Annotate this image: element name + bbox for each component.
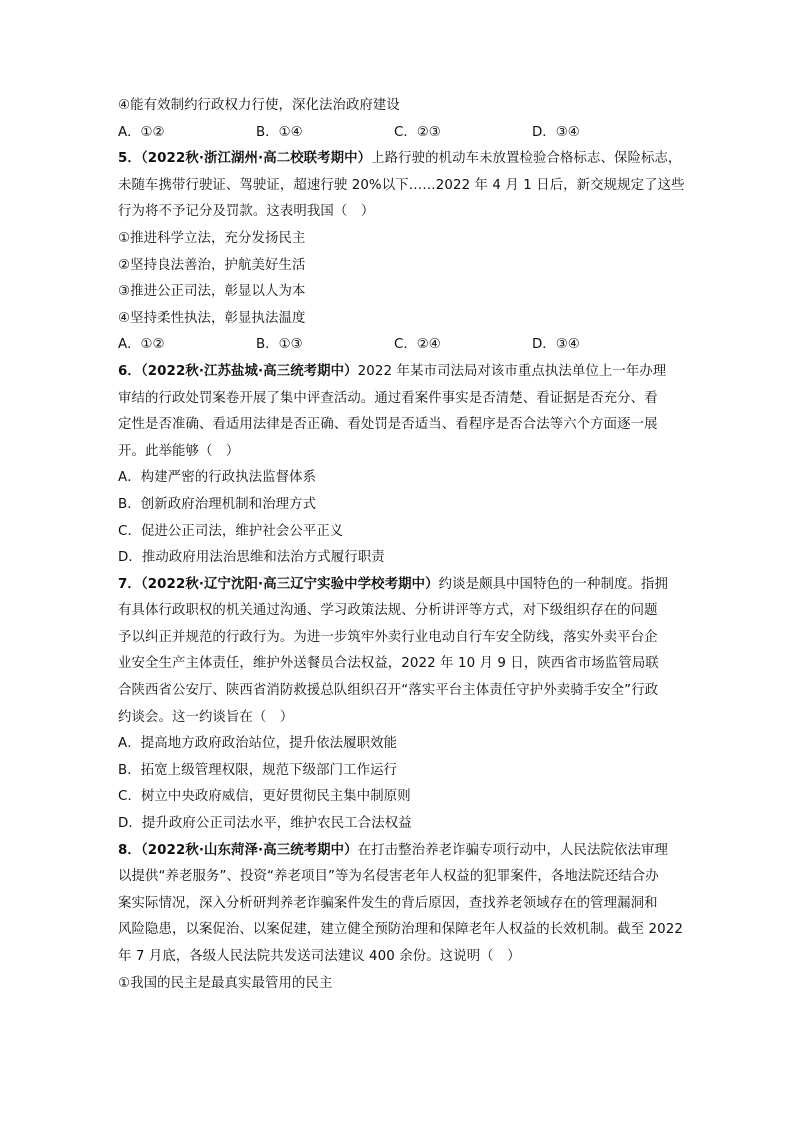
option-b: B．①③ xyxy=(256,337,303,353)
stem-text: 2022 年某市司法局对该市重点执法单位上一年办理 xyxy=(357,363,667,379)
answer-options xyxy=(118,120,678,147)
option-item: B．创新政府治理机制和治理方式 xyxy=(118,496,317,512)
stem-text: 业安全生产主体责任，维护外送餐员合法权益，2022 年 10 月 9 日，陕西省市场监管局联 xyxy=(118,656,659,672)
option-item: D．提升政府公正司法水平，维护农民工合法权益 xyxy=(118,816,412,832)
question-5 xyxy=(118,146,685,359)
option-item: A．提高地方政府政治站位，提升依法履职效能 xyxy=(118,736,398,752)
option-a: A．①② xyxy=(118,124,165,140)
question-source: （2022秋·山东菏泽·高三统考期中） xyxy=(140,842,358,858)
option-b: B．①④ xyxy=(256,124,303,140)
answer-options xyxy=(118,332,678,359)
stem-text: 年 7 月底，各级人民法院共发送司法建议 400 余份。这说明（ ） xyxy=(118,949,521,964)
statement-item: ①推进科学立法，充分发扬民主 xyxy=(118,230,306,246)
question-number: 5． xyxy=(118,151,141,167)
document-page xyxy=(118,93,685,997)
option-a: A．①② xyxy=(118,337,165,353)
question-stem-line xyxy=(118,838,678,865)
stem-text: 行为将不予记分及罚款。这表明我国（ ） xyxy=(118,204,375,220)
statement-item: ②坚持良法善治，护航美好生活 xyxy=(118,257,306,273)
question-6 xyxy=(118,359,678,572)
option-item-4: ④能有效制约行政权力行使，深化法治政府建设 xyxy=(118,98,400,113)
question-8 xyxy=(118,838,683,998)
statement-item: ④坚持柔性执法，彰显执法温度 xyxy=(118,310,306,326)
question-stem-line xyxy=(118,146,682,173)
stem-text: 约谈是颇具中国特色的一种制度。指拥 xyxy=(438,576,668,592)
stem-text: 案实际情况，深入分析研判养老诈骗案件发生的背后原因，查找养老领域存在的管理漏洞和 xyxy=(118,895,658,911)
statement-item: ③推进公正司法，彰显以人为本 xyxy=(118,284,306,300)
question-source: （2022秋·江苏盐城·高三统考期中） xyxy=(140,363,358,379)
question-source: （2022秋·浙江湖州·高二校联考期中） xyxy=(140,151,372,167)
question-number: 7． xyxy=(118,576,141,592)
statement-item: ①我国的民主是最真实最管用的民主 xyxy=(118,975,333,991)
option-item: C．促进公正司法，维护社会公平正义 xyxy=(118,523,344,539)
stem-text: 未随车携带行驶证、驾驶证，超速行驶 20%以下……2022 年 4 月 1 日后，新交规规定了这些 xyxy=(118,177,685,193)
stem-text: 上路行驶的机动车未放置检验合格标志、保险标志， xyxy=(371,151,682,167)
question-7 xyxy=(118,572,678,838)
question-source: （2022秋·辽宁沈阳·高三辽宁实验中学校考期中） xyxy=(140,576,439,592)
stem-text: 定性是否准确、看适用法律是否正确、看处罚是否适当、看程序是否合法等六个方面逐一展 xyxy=(118,417,658,433)
stem-text: 约谈会。这一约谈旨在（ ） xyxy=(118,709,294,725)
option-c: C．②④ xyxy=(394,337,441,353)
stem-text: 风险隐患，以案促治、以案促建，建立健全预防治理和保障老年人权益的长效机制。截至 2022 xyxy=(118,922,683,938)
option-d: D．③④ xyxy=(532,337,580,353)
stem-text: 予以纠正并规范的行政行为。为进一步筑牢外卖行业电动自行车安全防线，落实外卖平台企 xyxy=(118,629,658,645)
stem-text: 在打击整治养老诈骗专项行动中，人民法院依法审理 xyxy=(357,842,668,858)
stem-text: 审结的行政处罚案卷开展了集中评查活动。通过看案件事实是否清楚、看证据是否充分、看 xyxy=(118,390,658,406)
option-d: D．③④ xyxy=(532,124,580,140)
question-stem-line xyxy=(118,359,678,386)
option-c: C．②③ xyxy=(394,124,441,140)
option-item: C．树立中央政府威信，更好贯彻民主集中制原则 xyxy=(118,789,411,805)
option-item: B．拓宽上级管理权限，规范下级部门工作运行 xyxy=(118,762,398,778)
option-item: A．构建严密的行政执法监督体系 xyxy=(118,470,317,486)
stem-text: 开。此举能够（ ） xyxy=(118,443,240,459)
question-stem-line xyxy=(118,572,678,599)
stem-text: 有具体行政职权的机关通过沟通、学习政策法规、分析讲评等方式，对下级组织存在的问题 xyxy=(118,603,658,619)
option-item: D．推动政府用法治思维和法治方式履行职责 xyxy=(118,550,385,566)
stem-text: 以提供“养老服务”、投资“养老项目”等为名侵害老年人权益的犯罪案件，各地法院还结合办 xyxy=(118,869,659,885)
question-number: 6． xyxy=(118,363,141,379)
stem-text: 合陕西省公安厅、陕西省消防救援总队组织召开“落实平台主体责任守护外卖骑手安全”行政 xyxy=(118,683,659,699)
question-number: 8． xyxy=(118,842,141,858)
